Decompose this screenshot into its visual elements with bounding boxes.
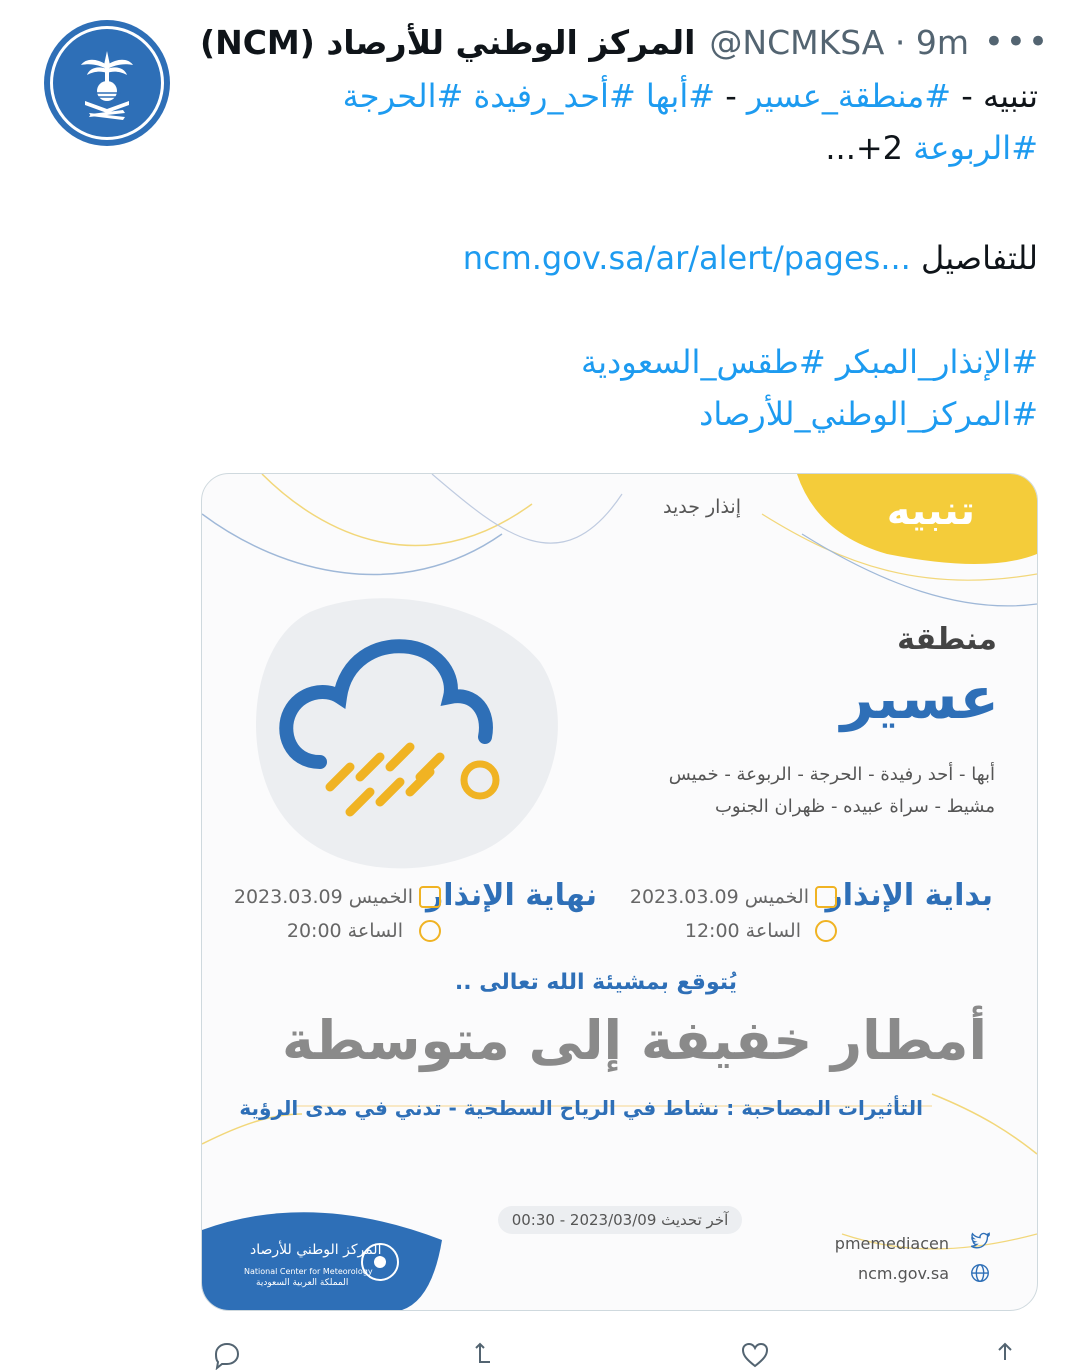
start-time: الساعة 12:00 (684, 920, 801, 942)
associated-effects: التأثيرات المصاحبة : نشاط في الرياح السطحية - تدني في مدى الرؤية (239, 1096, 923, 1120)
hashtag-saudi-weather[interactable]: #طقس_السعودية (580, 343, 826, 381)
details-label: للتفاصيل (921, 239, 1038, 277)
tweet-body (218, 70, 1038, 174)
hashtag-ahad[interactable]: #أحد_رفيدة (473, 77, 636, 115)
hashtag-abha[interactable]: #أبها (645, 77, 716, 115)
org-name-arabic: المركز الوطني للأرصاد (250, 1242, 382, 1258)
expectation-label: يُتوقع بمشيئة الله تعالى .. (454, 970, 737, 995)
like-icon[interactable] (740, 1340, 770, 1370)
twitter-icon (969, 1230, 991, 1252)
cities-line-2: مشيط - سراة عبيده - ظهران الجنوب (714, 796, 995, 817)
website-label: ncm.gov.sa (857, 1264, 949, 1283)
dash-1: - (715, 77, 747, 115)
tweet-line-1 (218, 70, 1038, 122)
last-updated-pill: آخر تحديث 2023/03/09 - 00:30 (498, 1206, 742, 1234)
more-options-icon[interactable]: ••• (983, 22, 1050, 62)
forecast-headline: أمطار خفيفة إلى متوسطة (282, 1009, 987, 1072)
start-title: بداية الإنذار (825, 878, 993, 913)
hashtag-region[interactable]: #منطقة_عسير (746, 77, 952, 115)
text-prefix: تنبيه - (951, 77, 1038, 115)
end-date: الخميس 2023.03.09 (233, 886, 413, 908)
retweet-icon[interactable] (470, 1340, 500, 1370)
details-link[interactable]: ncm.gov.sa/ar/alert/pages... (462, 239, 911, 277)
author-name[interactable]: المركز الوطني للأرصاد (NCM) (200, 22, 696, 62)
hashtag-early-warning[interactable]: #الإنذار_المبكر (835, 343, 1038, 381)
region-label: منطقة (897, 622, 997, 657)
hashtag-ncm[interactable]: #المركز_الوطني_للأرصاد (699, 395, 1038, 433)
alert-image-card[interactable] (201, 473, 1038, 1311)
tweet-action-bar (200, 1340, 1040, 1360)
cities-line-1: أبها - أحد رفيدة - الحرجة - الربوعة - خميس (668, 764, 995, 785)
twitter-handle: pmemediacen (834, 1234, 949, 1253)
calendar-icon (815, 886, 837, 908)
tweet-hashtags (218, 336, 1038, 440)
tweet-hashtags-line-2 (218, 388, 1038, 440)
hashtag-rubuah[interactable]: #الربوعة (913, 129, 1038, 167)
author-handle[interactable] (709, 23, 969, 62)
ncm-logo-icon (50, 26, 164, 140)
alert-badge-text: تنبيه (886, 488, 975, 534)
globe-icon (969, 1262, 991, 1284)
end-time: الساعة 20:00 (286, 920, 403, 942)
cities-list (615, 759, 995, 823)
handle-text: @NCMKSA (709, 22, 885, 62)
tweet-header (200, 18, 1050, 66)
new-alert-label: إنذار جديد (662, 496, 741, 518)
org-kingdom: المملكة العربية السعودية (256, 1278, 349, 1288)
rain-cloud-icon (250, 592, 580, 872)
author-avatar[interactable] (44, 20, 170, 146)
more-hashtags-count[interactable]: ...+2 (825, 129, 904, 167)
clock-icon (419, 920, 441, 942)
tweet-line-2 (218, 122, 1038, 174)
end-title: نهاية الإنذار (425, 878, 597, 913)
share-icon[interactable] (990, 1340, 1020, 1370)
org-name-english: National Center for Meteorology (244, 1267, 373, 1276)
separator-dot: · (894, 22, 906, 62)
clock-icon (815, 920, 837, 942)
region-name: عسير (840, 664, 999, 732)
tweet-details-line (218, 232, 1038, 284)
tweet-time[interactable]: 9m (915, 22, 970, 62)
start-date: الخميس 2023.03.09 (629, 886, 809, 908)
calendar-icon (419, 886, 441, 908)
hashtag-harjah[interactable]: #الحرجة (342, 77, 464, 115)
reply-icon[interactable] (212, 1340, 242, 1370)
tweet-hashtags-line-1 (218, 336, 1038, 388)
